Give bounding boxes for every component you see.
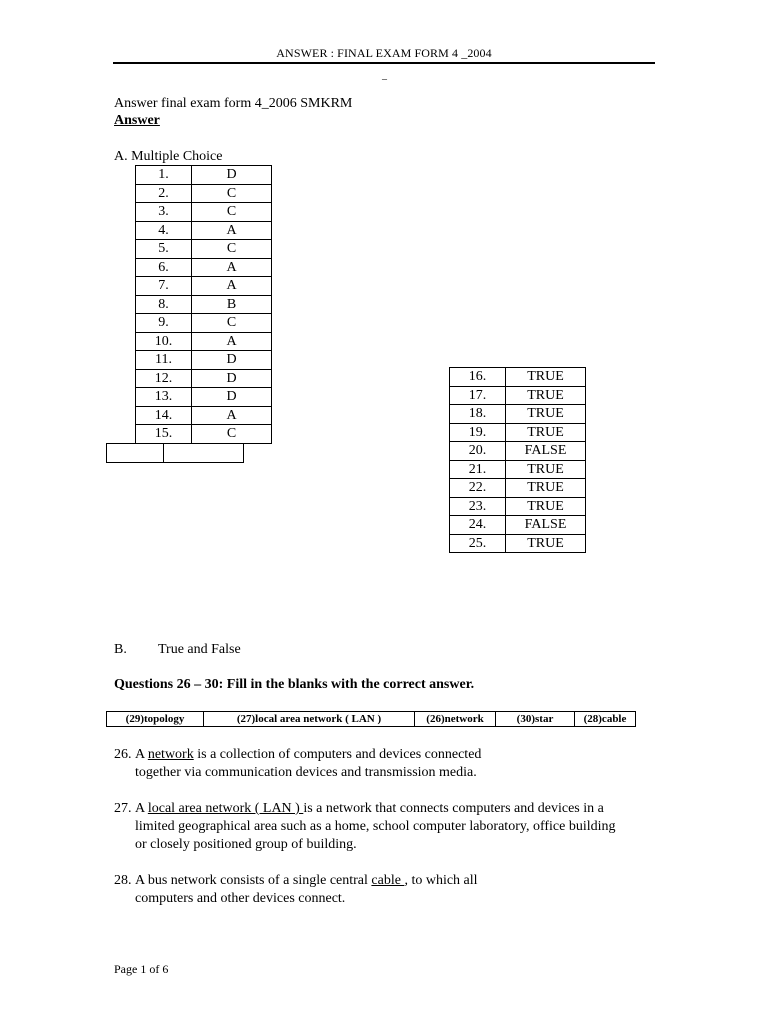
- answer-cell: TRUE: [506, 405, 586, 424]
- word-bank-item: (27)local area network ( LAN ): [204, 712, 415, 727]
- question-number-cell: 15.: [136, 425, 192, 444]
- question-number-cell: 13.: [136, 388, 192, 407]
- answer-row: [136, 240, 272, 259]
- answer-cell: A: [192, 332, 272, 351]
- word-bank-item: (30)star: [496, 712, 575, 727]
- word-bank-item: (29)topology: [107, 712, 204, 727]
- answer-blank: cable: [371, 873, 405, 888]
- question-number: 28.: [114, 873, 132, 888]
- question-text: is a network that connects computers and devices in a: [303, 801, 604, 816]
- question-text: or closely positioned group of building.: [135, 837, 357, 852]
- question-number-cell: 10.: [136, 332, 192, 351]
- answer-row: [450, 405, 586, 424]
- question-number: 27.: [114, 801, 132, 816]
- answer-row: [136, 166, 272, 185]
- section-b-letter: B.: [114, 642, 127, 657]
- question-number-cell: 22.: [450, 479, 506, 498]
- word-bank-item: (28)cable: [575, 712, 636, 727]
- question-number-cell: 17.: [450, 386, 506, 405]
- question-number-cell: 18.: [450, 405, 506, 424]
- answer-cell: C: [192, 203, 272, 222]
- question-text: limited geographical area such as a home, school computer laboratory, office building: [135, 819, 616, 834]
- question-text: together via communication devices and transmission media.: [135, 765, 477, 780]
- answer-row: [136, 406, 272, 425]
- answer-row: [136, 258, 272, 277]
- question-number-cell: 20.: [450, 442, 506, 461]
- answer-row: [136, 203, 272, 222]
- answer-cell: A: [192, 258, 272, 277]
- question-number-cell: 2.: [136, 184, 192, 203]
- answer-row: [136, 314, 272, 333]
- question-26: [114, 746, 674, 782]
- section-b-heading: [114, 642, 241, 658]
- page-footer: Page 1 of 6: [114, 962, 169, 976]
- answer-cell: A: [192, 221, 272, 240]
- answer-cell: C: [192, 184, 272, 203]
- question-27: [114, 800, 674, 854]
- answer-cell: D: [192, 388, 272, 407]
- question-number-cell: 9.: [136, 314, 192, 333]
- answer-cell: TRUE: [506, 479, 586, 498]
- question-number-cell: 19.: [450, 423, 506, 442]
- answer-row: [450, 497, 586, 516]
- answer-cell: A: [192, 277, 272, 296]
- empty-table-row: [106, 443, 244, 463]
- question-text: , to which all: [404, 873, 478, 888]
- question-text: computers and other devices connect.: [135, 891, 346, 906]
- answer-row: [450, 368, 586, 387]
- question-number-cell: 5.: [136, 240, 192, 259]
- question-number-cell: 23.: [450, 497, 506, 516]
- answer-cell: TRUE: [506, 534, 586, 553]
- answer-row: [450, 479, 586, 498]
- multiple-choice-table: [135, 165, 272, 444]
- answer-cell: C: [192, 240, 272, 259]
- question-text: A bus network consists of a single central: [135, 873, 372, 888]
- page-header: ANSWER : FINAL EXAM FORM 4 _2004: [276, 46, 492, 60]
- answer-row: [450, 423, 586, 442]
- answer-heading: Answer: [114, 113, 160, 128]
- question-number-cell: 21.: [450, 460, 506, 479]
- answer-row: [136, 295, 272, 314]
- answer-cell: TRUE: [506, 368, 586, 387]
- question-number-cell: 4.: [136, 221, 192, 240]
- question-number-cell: 7.: [136, 277, 192, 296]
- answer-cell: D: [192, 369, 272, 388]
- questions-heading: Questions 26 – 30: Fill in the blanks with the correct answer.: [114, 677, 475, 692]
- answer-cell: TRUE: [506, 497, 586, 516]
- answer-row: [136, 184, 272, 203]
- answer-row: [450, 386, 586, 405]
- question-number-cell: 11.: [136, 351, 192, 370]
- true-false-table: [449, 367, 586, 553]
- question-number-cell: 12.: [136, 369, 192, 388]
- empty-cell: [107, 444, 164, 463]
- header-rule: [113, 62, 655, 64]
- answer-cell: A: [192, 406, 272, 425]
- answer-cell: B: [192, 295, 272, 314]
- answer-cell: FALSE: [506, 516, 586, 535]
- answer-cell: D: [192, 166, 272, 185]
- answer-row: [450, 460, 586, 479]
- answer-blank: network: [147, 747, 194, 762]
- answer-row: [450, 516, 586, 535]
- answer-row: [136, 221, 272, 240]
- answer-cell: TRUE: [506, 386, 586, 405]
- answer-row: [136, 369, 272, 388]
- question-number-cell: 16.: [450, 368, 506, 387]
- section-b-label: True and False: [158, 642, 241, 657]
- word-bank-table: [106, 711, 636, 727]
- question-text: A: [135, 747, 148, 762]
- question-number-cell: 6.: [136, 258, 192, 277]
- question-number: 26.: [114, 747, 132, 762]
- answer-cell: TRUE: [506, 423, 586, 442]
- answer-blank: local area network ( LAN ): [147, 801, 304, 816]
- answer-row: [450, 534, 586, 553]
- question-number-cell: 1.: [136, 166, 192, 185]
- header-mark: _: [382, 70, 387, 81]
- answer-row: [136, 351, 272, 370]
- answer-row: [450, 442, 586, 461]
- answer-cell: C: [192, 314, 272, 333]
- question-number-cell: 24.: [450, 516, 506, 535]
- answer-cell: D: [192, 351, 272, 370]
- question-number-cell: 8.: [136, 295, 192, 314]
- empty-cell: [164, 444, 244, 463]
- answer-row: [136, 388, 272, 407]
- question-text: A: [135, 801, 148, 816]
- answer-row: [136, 332, 272, 351]
- answer-cell: C: [192, 425, 272, 444]
- question-number-cell: 25.: [450, 534, 506, 553]
- document-title: Answer final exam form 4_2006 SMKRM: [114, 96, 353, 111]
- answer-cell: TRUE: [506, 460, 586, 479]
- question-text: is a collection of computers and devices connected: [193, 747, 482, 762]
- question-number-cell: 3.: [136, 203, 192, 222]
- answer-row: [136, 277, 272, 296]
- question-number-cell: 14.: [136, 406, 192, 425]
- question-28: [114, 872, 674, 908]
- answer-row: [136, 425, 272, 444]
- section-a-heading: A. Multiple Choice: [114, 149, 223, 164]
- word-bank-item: (26)network: [415, 712, 496, 727]
- answer-cell: FALSE: [506, 442, 586, 461]
